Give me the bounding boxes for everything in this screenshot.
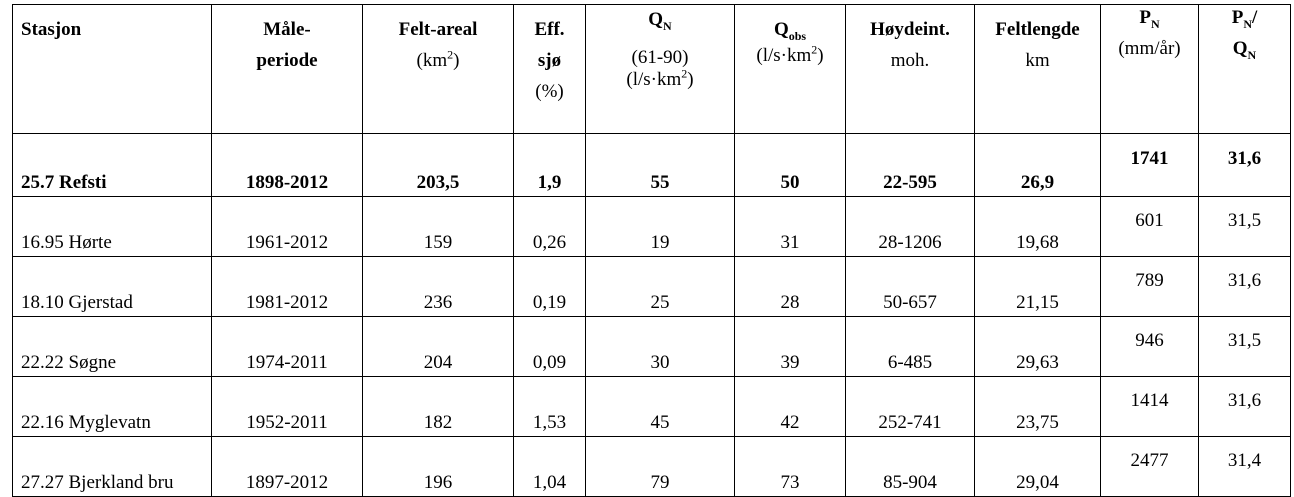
table-row-reference (13, 134, 1291, 197)
cell-hoyde: 50-657 (846, 257, 975, 317)
cell-periode: 1952-2011 (212, 377, 363, 437)
cell-sjo: 1,9 (514, 134, 586, 197)
cell-hoyde: 28-1206 (846, 197, 975, 257)
cell-periode: 1897-2012 (212, 437, 363, 497)
cell-lengde: 21,15 (975, 257, 1101, 317)
header-maaleperiode: Måle- periode (212, 5, 363, 134)
cell-qn: 19 (586, 197, 735, 257)
header-pn: $P_N$ (mm/år) (1101, 5, 1199, 134)
cell-ratio: 31,4 (1199, 437, 1291, 497)
cell-stasjon: 25.7 Refsti (13, 134, 212, 197)
cell-pn: 789 (1101, 257, 1199, 317)
cell-areal: 204 (363, 317, 514, 377)
cell-sjo: 0,19 (514, 257, 586, 317)
cell-ratio: 31,5 (1199, 317, 1291, 377)
header-feltlengde: Feltlengde km (975, 5, 1101, 134)
cell-qobs: 31 (735, 197, 846, 257)
cell-stasjon: 22.22 Søgne (13, 317, 212, 377)
table-row (13, 197, 1291, 257)
cell-lengde: 29,04 (975, 437, 1101, 497)
cell-hoyde: 85-904 (846, 437, 975, 497)
cell-ratio: 31,6 (1199, 134, 1291, 197)
table-row (13, 377, 1291, 437)
cell-areal: 196 (363, 437, 514, 497)
cell-lengde: 19,68 (975, 197, 1101, 257)
cell-qobs: 42 (735, 377, 846, 437)
cell-areal: 203,5 (363, 134, 514, 197)
cell-periode: 1981-2012 (212, 257, 363, 317)
cell-sjo: 1,04 (514, 437, 586, 497)
table-row (13, 437, 1291, 497)
cell-stasjon: 22.16 Myglevatn (13, 377, 212, 437)
cell-pn: 2477 (1101, 437, 1199, 497)
header-pn-qn: $P_N/$ $Q_N$ (1199, 5, 1291, 134)
cell-periode: 1974-2011 (212, 317, 363, 377)
header-row (13, 5, 1291, 134)
cell-areal: 236 (363, 257, 514, 317)
cell-hoyde: 6-485 (846, 317, 975, 377)
cell-pn: 1741 (1101, 134, 1199, 197)
cell-areal: 159 (363, 197, 514, 257)
cell-sjo: 0,26 (514, 197, 586, 257)
cell-ratio: 31,6 (1199, 377, 1291, 437)
header-feltareal: Felt-areal $(km^2)$ (363, 5, 514, 134)
cell-periode: 1898-2012 (212, 134, 363, 197)
cell-sjo: 0,09 (514, 317, 586, 377)
cell-pn: 946 (1101, 317, 1199, 377)
header-qobs: $Q_{obs}$ $(l/s\cdot km^2)$ (735, 5, 846, 134)
cell-stasjon: 18.10 Gjerstad (13, 257, 212, 317)
table-row (13, 257, 1291, 317)
cell-qobs: 50 (735, 134, 846, 197)
cell-qn: 55 (586, 134, 735, 197)
cell-periode: 1961-2012 (212, 197, 363, 257)
cell-stasjon: 27.27 Bjerkland bru (13, 437, 212, 497)
cell-areal: 182 (363, 377, 514, 437)
cell-qn: 30 (586, 317, 735, 377)
header-eff-sjo: Eff. sjø (%) (514, 5, 586, 134)
cell-pn: 1414 (1101, 377, 1199, 437)
cell-hoyde: 22-595 (846, 134, 975, 197)
cell-sjo: 1,53 (514, 377, 586, 437)
table-row (13, 317, 1291, 377)
cell-lengde: 29,63 (975, 317, 1101, 377)
cell-qn: 79 (586, 437, 735, 497)
cell-ratio: 31,6 (1199, 257, 1291, 317)
header-qn: $Q_N$ (61-90) $(l/s\cdot km^2)$ (586, 5, 735, 134)
cell-qobs: 39 (735, 317, 846, 377)
cell-stasjon: 16.95 Hørte (13, 197, 212, 257)
cell-qobs: 73 (735, 437, 846, 497)
cell-hoyde: 252-741 (846, 377, 975, 437)
header-hoydeint: Høydeint. moh. (846, 5, 975, 134)
cell-qobs: 28 (735, 257, 846, 317)
station-table (12, 4, 1291, 497)
header-stasjon: Stasjon (13, 5, 212, 134)
cell-lengde: 26,9 (975, 134, 1101, 197)
cell-qn: 25 (586, 257, 735, 317)
cell-qn: 45 (586, 377, 735, 437)
cell-ratio: 31,5 (1199, 197, 1291, 257)
cell-lengde: 23,75 (975, 377, 1101, 437)
cell-pn: 601 (1101, 197, 1199, 257)
